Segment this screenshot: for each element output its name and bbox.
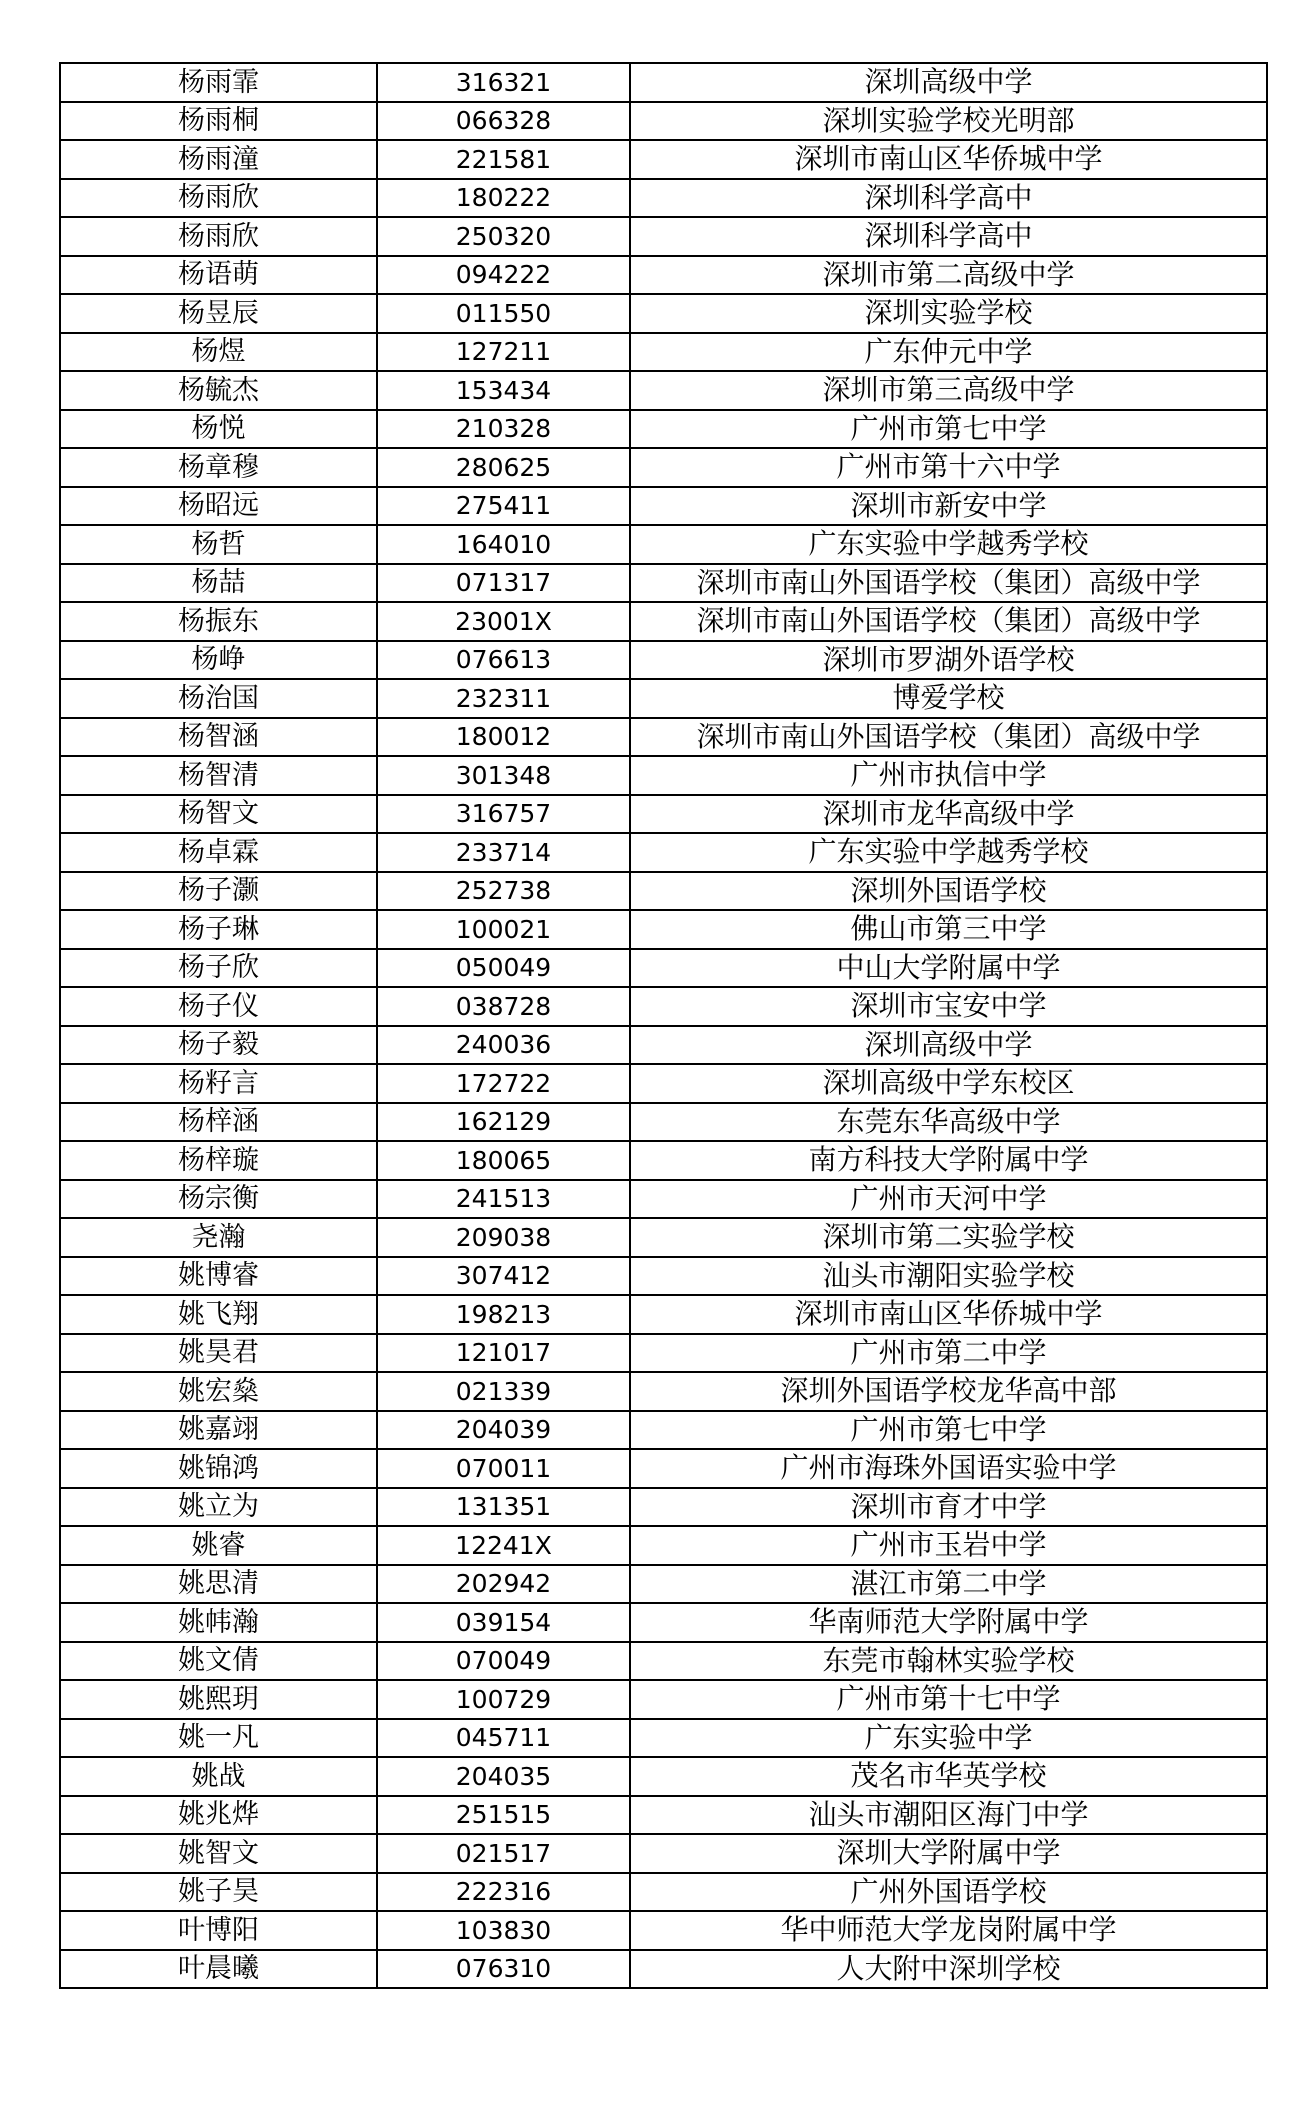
student-id-cell: 232311: [377, 679, 630, 718]
school-name-cell: 深圳市南山区华侨城中学: [630, 1295, 1267, 1334]
student-name-cell: 叶博阳: [60, 1911, 377, 1950]
student-id-cell: 070011: [377, 1449, 630, 1488]
student-name-cell: 杨宗衡: [60, 1180, 377, 1219]
student-name-cell: 杨卓霖: [60, 833, 377, 872]
school-name-cell: 深圳市第三高级中学: [630, 371, 1267, 410]
table-row: [60, 487, 1267, 526]
school-name-cell: 广州市第七中学: [630, 410, 1267, 449]
school-name-cell: 广州市第十七中学: [630, 1680, 1267, 1719]
student-id-cell: 121017: [377, 1334, 630, 1373]
student-name-cell: 姚文倩: [60, 1642, 377, 1681]
table-row: [60, 1757, 1267, 1796]
table-row: [60, 525, 1267, 564]
student-name-cell: 杨振东: [60, 602, 377, 641]
school-name-cell: 广州市天河中学: [630, 1180, 1267, 1219]
student-name-cell: 姚兆烨: [60, 1796, 377, 1835]
school-name-cell: 深圳实验学校: [630, 294, 1267, 333]
table-row: [60, 795, 1267, 834]
table-row: [60, 1257, 1267, 1296]
student-id-cell: 070049: [377, 1642, 630, 1681]
table-row: [60, 987, 1267, 1026]
school-name-cell: 广州市执信中学: [630, 756, 1267, 795]
student-id-cell: 011550: [377, 294, 630, 333]
school-name-cell: 中山大学附属中学: [630, 949, 1267, 988]
table-row: [60, 1526, 1267, 1565]
school-name-cell: 茂名市华英学校: [630, 1757, 1267, 1796]
table-row: [60, 1834, 1267, 1873]
student-name-cell: 杨智文: [60, 795, 377, 834]
student-name-cell: 杨语萌: [60, 256, 377, 295]
table-row: [60, 1642, 1267, 1681]
table-row: [60, 294, 1267, 333]
student-id-cell: 100021: [377, 910, 630, 949]
school-name-cell: 汕头市潮阳区海门中学: [630, 1796, 1267, 1835]
student-id-cell: 071317: [377, 564, 630, 603]
school-name-cell: 广东实验中学越秀学校: [630, 525, 1267, 564]
table-row: [60, 564, 1267, 603]
school-name-cell: 广州市玉岩中学: [630, 1526, 1267, 1565]
school-name-cell: 汕头市潮阳实验学校: [630, 1257, 1267, 1296]
school-name-cell: 深圳市南山区华侨城中学: [630, 140, 1267, 179]
student-name-cell: 杨喆: [60, 564, 377, 603]
table-row: [60, 1680, 1267, 1719]
table-row: [60, 1449, 1267, 1488]
school-name-cell: 深圳实验学校光明部: [630, 102, 1267, 141]
student-id-cell: 316321: [377, 63, 630, 102]
roster-body: [60, 63, 1267, 1988]
school-name-cell: 深圳市南山外国语学校（集团）高级中学: [630, 602, 1267, 641]
school-name-cell: 广州外国语学校: [630, 1873, 1267, 1912]
table-row: [60, 1719, 1267, 1758]
school-name-cell: 博爱学校: [630, 679, 1267, 718]
school-name-cell: 湛江市第二中学: [630, 1565, 1267, 1604]
student-id-cell: 127211: [377, 333, 630, 372]
student-id-cell: 039154: [377, 1603, 630, 1642]
school-name-cell: 东莞东华高级中学: [630, 1103, 1267, 1142]
student-name-cell: 姚帏瀚: [60, 1603, 377, 1642]
table-row: [60, 179, 1267, 218]
student-name-cell: 杨籽言: [60, 1064, 377, 1103]
student-id-cell: 12241X: [377, 1526, 630, 1565]
school-name-cell: 深圳市罗湖外语学校: [630, 641, 1267, 680]
table-row: [60, 1103, 1267, 1142]
student-id-cell: 050049: [377, 949, 630, 988]
student-name-cell: 姚睿: [60, 1526, 377, 1565]
table-row: [60, 833, 1267, 872]
student-name-cell: 杨治国: [60, 679, 377, 718]
table-row: [60, 448, 1267, 487]
table-row: [60, 756, 1267, 795]
school-name-cell: 人大附中深圳学校: [630, 1950, 1267, 1989]
school-name-cell: 深圳市南山外国语学校（集团）高级中学: [630, 718, 1267, 757]
student-name-cell: 姚思清: [60, 1565, 377, 1604]
table-row: [60, 1565, 1267, 1604]
school-name-cell: 广州市第七中学: [630, 1411, 1267, 1450]
student-name-cell: 叶晨曦: [60, 1950, 377, 1989]
student-name-cell: 杨雨潼: [60, 140, 377, 179]
student-id-cell: 094222: [377, 256, 630, 295]
student-id-cell: 23001X: [377, 602, 630, 641]
student-id-cell: 198213: [377, 1295, 630, 1334]
student-id-cell: 316757: [377, 795, 630, 834]
school-name-cell: 佛山市第三中学: [630, 910, 1267, 949]
school-name-cell: 南方科技大学附属中学: [630, 1141, 1267, 1180]
table-row: [60, 679, 1267, 718]
school-name-cell: 深圳外国语学校: [630, 872, 1267, 911]
table-row: [60, 949, 1267, 988]
school-name-cell: 广东仲元中学: [630, 333, 1267, 372]
school-name-cell: 广州市第十六中学: [630, 448, 1267, 487]
student-name-cell: 杨悦: [60, 410, 377, 449]
student-name-cell: 杨毓杰: [60, 371, 377, 410]
student-name-cell: 杨雨桐: [60, 102, 377, 141]
student-id-cell: 280625: [377, 448, 630, 487]
student-id-cell: 240036: [377, 1026, 630, 1065]
student-name-cell: 杨梓涵: [60, 1103, 377, 1142]
student-id-cell: 180012: [377, 718, 630, 757]
table-row: [60, 718, 1267, 757]
student-name-cell: 姚锦鸿: [60, 1449, 377, 1488]
student-name-cell: 杨梓璇: [60, 1141, 377, 1180]
table-row: [60, 256, 1267, 295]
student-id-cell: 021339: [377, 1372, 630, 1411]
student-id-cell: 204035: [377, 1757, 630, 1796]
student-id-cell: 100729: [377, 1680, 630, 1719]
student-id-cell: 210328: [377, 410, 630, 449]
student-name-cell: 姚智文: [60, 1834, 377, 1873]
school-name-cell: 广州市第二中学: [630, 1334, 1267, 1373]
school-name-cell: 深圳大学附属中学: [630, 1834, 1267, 1873]
school-name-cell: 深圳市育才中学: [630, 1488, 1267, 1527]
student-name-cell: 姚飞翔: [60, 1295, 377, 1334]
school-name-cell: 华中师范大学龙岗附属中学: [630, 1911, 1267, 1950]
student-id-cell: 172722: [377, 1064, 630, 1103]
school-name-cell: 深圳科学高中: [630, 179, 1267, 218]
student-id-cell: 076613: [377, 641, 630, 680]
student-name-cell: 姚熙玥: [60, 1680, 377, 1719]
student-id-cell: 045711: [377, 1719, 630, 1758]
table-row: [60, 1026, 1267, 1065]
student-id-cell: 275411: [377, 487, 630, 526]
table-row: [60, 1603, 1267, 1642]
table-row: [60, 371, 1267, 410]
student-id-cell: 164010: [377, 525, 630, 564]
student-id-cell: 222316: [377, 1873, 630, 1912]
student-name-cell: 杨章穆: [60, 448, 377, 487]
student-name-cell: 杨雨欣: [60, 217, 377, 256]
school-name-cell: 广东实验中学越秀学校: [630, 833, 1267, 872]
school-name-cell: 深圳市第二实验学校: [630, 1218, 1267, 1257]
table-row: [60, 910, 1267, 949]
table-row: [60, 63, 1267, 102]
table-row: [60, 1295, 1267, 1334]
student-name-cell: 杨子琳: [60, 910, 377, 949]
student-name-cell: 杨子仪: [60, 987, 377, 1026]
student-id-cell: 103830: [377, 1911, 630, 1950]
student-name-cell: 姚嘉翊: [60, 1411, 377, 1450]
school-name-cell: 深圳市新安中学: [630, 487, 1267, 526]
student-name-cell: 杨子灏: [60, 872, 377, 911]
school-name-cell: 华南师范大学附属中学: [630, 1603, 1267, 1642]
table-row: [60, 1796, 1267, 1835]
student-id-cell: 233714: [377, 833, 630, 872]
student-name-cell: 杨昭远: [60, 487, 377, 526]
student-name-cell: 杨煜: [60, 333, 377, 372]
student-id-cell: 202942: [377, 1565, 630, 1604]
table-row: [60, 1064, 1267, 1103]
school-name-cell: 深圳科学高中: [630, 217, 1267, 256]
student-name-cell: 姚子昊: [60, 1873, 377, 1912]
school-name-cell: 深圳市宝安中学: [630, 987, 1267, 1026]
table-row: [60, 1334, 1267, 1373]
student-id-cell: 301348: [377, 756, 630, 795]
student-name-cell: 姚博睿: [60, 1257, 377, 1296]
school-name-cell: 深圳市南山外国语学校（集团）高级中学: [630, 564, 1267, 603]
table-row: [60, 602, 1267, 641]
school-name-cell: 深圳市龙华高级中学: [630, 795, 1267, 834]
table-row: [60, 1873, 1267, 1912]
table-row: [60, 1372, 1267, 1411]
school-name-cell: 深圳高级中学: [630, 1026, 1267, 1065]
student-id-cell: 066328: [377, 102, 630, 141]
school-name-cell: 深圳高级中学: [630, 63, 1267, 102]
table-row: [60, 641, 1267, 680]
table-row: [60, 333, 1267, 372]
table-row: [60, 410, 1267, 449]
student-id-cell: 221581: [377, 140, 630, 179]
table-row: [60, 1950, 1267, 1989]
student-name-cell: 姚战: [60, 1757, 377, 1796]
student-id-cell: 209038: [377, 1218, 630, 1257]
school-name-cell: 深圳外国语学校龙华高中部: [630, 1372, 1267, 1411]
student-name-cell: 姚一凡: [60, 1719, 377, 1758]
student-name-cell: 杨哲: [60, 525, 377, 564]
roster-page: [59, 62, 1266, 1989]
table-row: [60, 102, 1267, 141]
school-name-cell: 广东实验中学: [630, 1719, 1267, 1758]
student-id-cell: 241513: [377, 1180, 630, 1219]
student-id-cell: 180222: [377, 179, 630, 218]
student-name-cell: 杨昱辰: [60, 294, 377, 333]
student-name-cell: 杨子毅: [60, 1026, 377, 1065]
school-name-cell: 深圳高级中学东校区: [630, 1064, 1267, 1103]
student-id-cell: 252738: [377, 872, 630, 911]
student-id-cell: 076310: [377, 1950, 630, 1989]
student-name-cell: 杨雨霏: [60, 63, 377, 102]
student-name-cell: 杨雨欣: [60, 179, 377, 218]
table-row: [60, 1218, 1267, 1257]
student-name-cell: 杨子欣: [60, 949, 377, 988]
table-row: [60, 1180, 1267, 1219]
table-row: [60, 140, 1267, 179]
student-name-cell: 杨智涵: [60, 718, 377, 757]
student-id-cell: 251515: [377, 1796, 630, 1835]
student-id-cell: 250320: [377, 217, 630, 256]
student-name-cell: 姚昊君: [60, 1334, 377, 1373]
school-name-cell: 东莞市翰林实验学校: [630, 1642, 1267, 1681]
student-name-cell: 尧瀚: [60, 1218, 377, 1257]
student-id-cell: 180065: [377, 1141, 630, 1180]
student-id-cell: 131351: [377, 1488, 630, 1527]
student-id-cell: 021517: [377, 1834, 630, 1873]
student-id-cell: 038728: [377, 987, 630, 1026]
student-id-cell: 307412: [377, 1257, 630, 1296]
student-id-cell: 162129: [377, 1103, 630, 1142]
table-row: [60, 1488, 1267, 1527]
student-name-cell: 姚宏燊: [60, 1372, 377, 1411]
roster-table: [59, 62, 1268, 1989]
student-id-cell: 204039: [377, 1411, 630, 1450]
table-row: [60, 1411, 1267, 1450]
student-name-cell: 杨智清: [60, 756, 377, 795]
student-name-cell: 杨峥: [60, 641, 377, 680]
school-name-cell: 深圳市第二高级中学: [630, 256, 1267, 295]
school-name-cell: 广州市海珠外国语实验中学: [630, 1449, 1267, 1488]
student-name-cell: 姚立为: [60, 1488, 377, 1527]
table-row: [60, 872, 1267, 911]
table-row: [60, 1141, 1267, 1180]
table-row: [60, 217, 1267, 256]
table-row: [60, 1911, 1267, 1950]
student-id-cell: 153434: [377, 371, 630, 410]
